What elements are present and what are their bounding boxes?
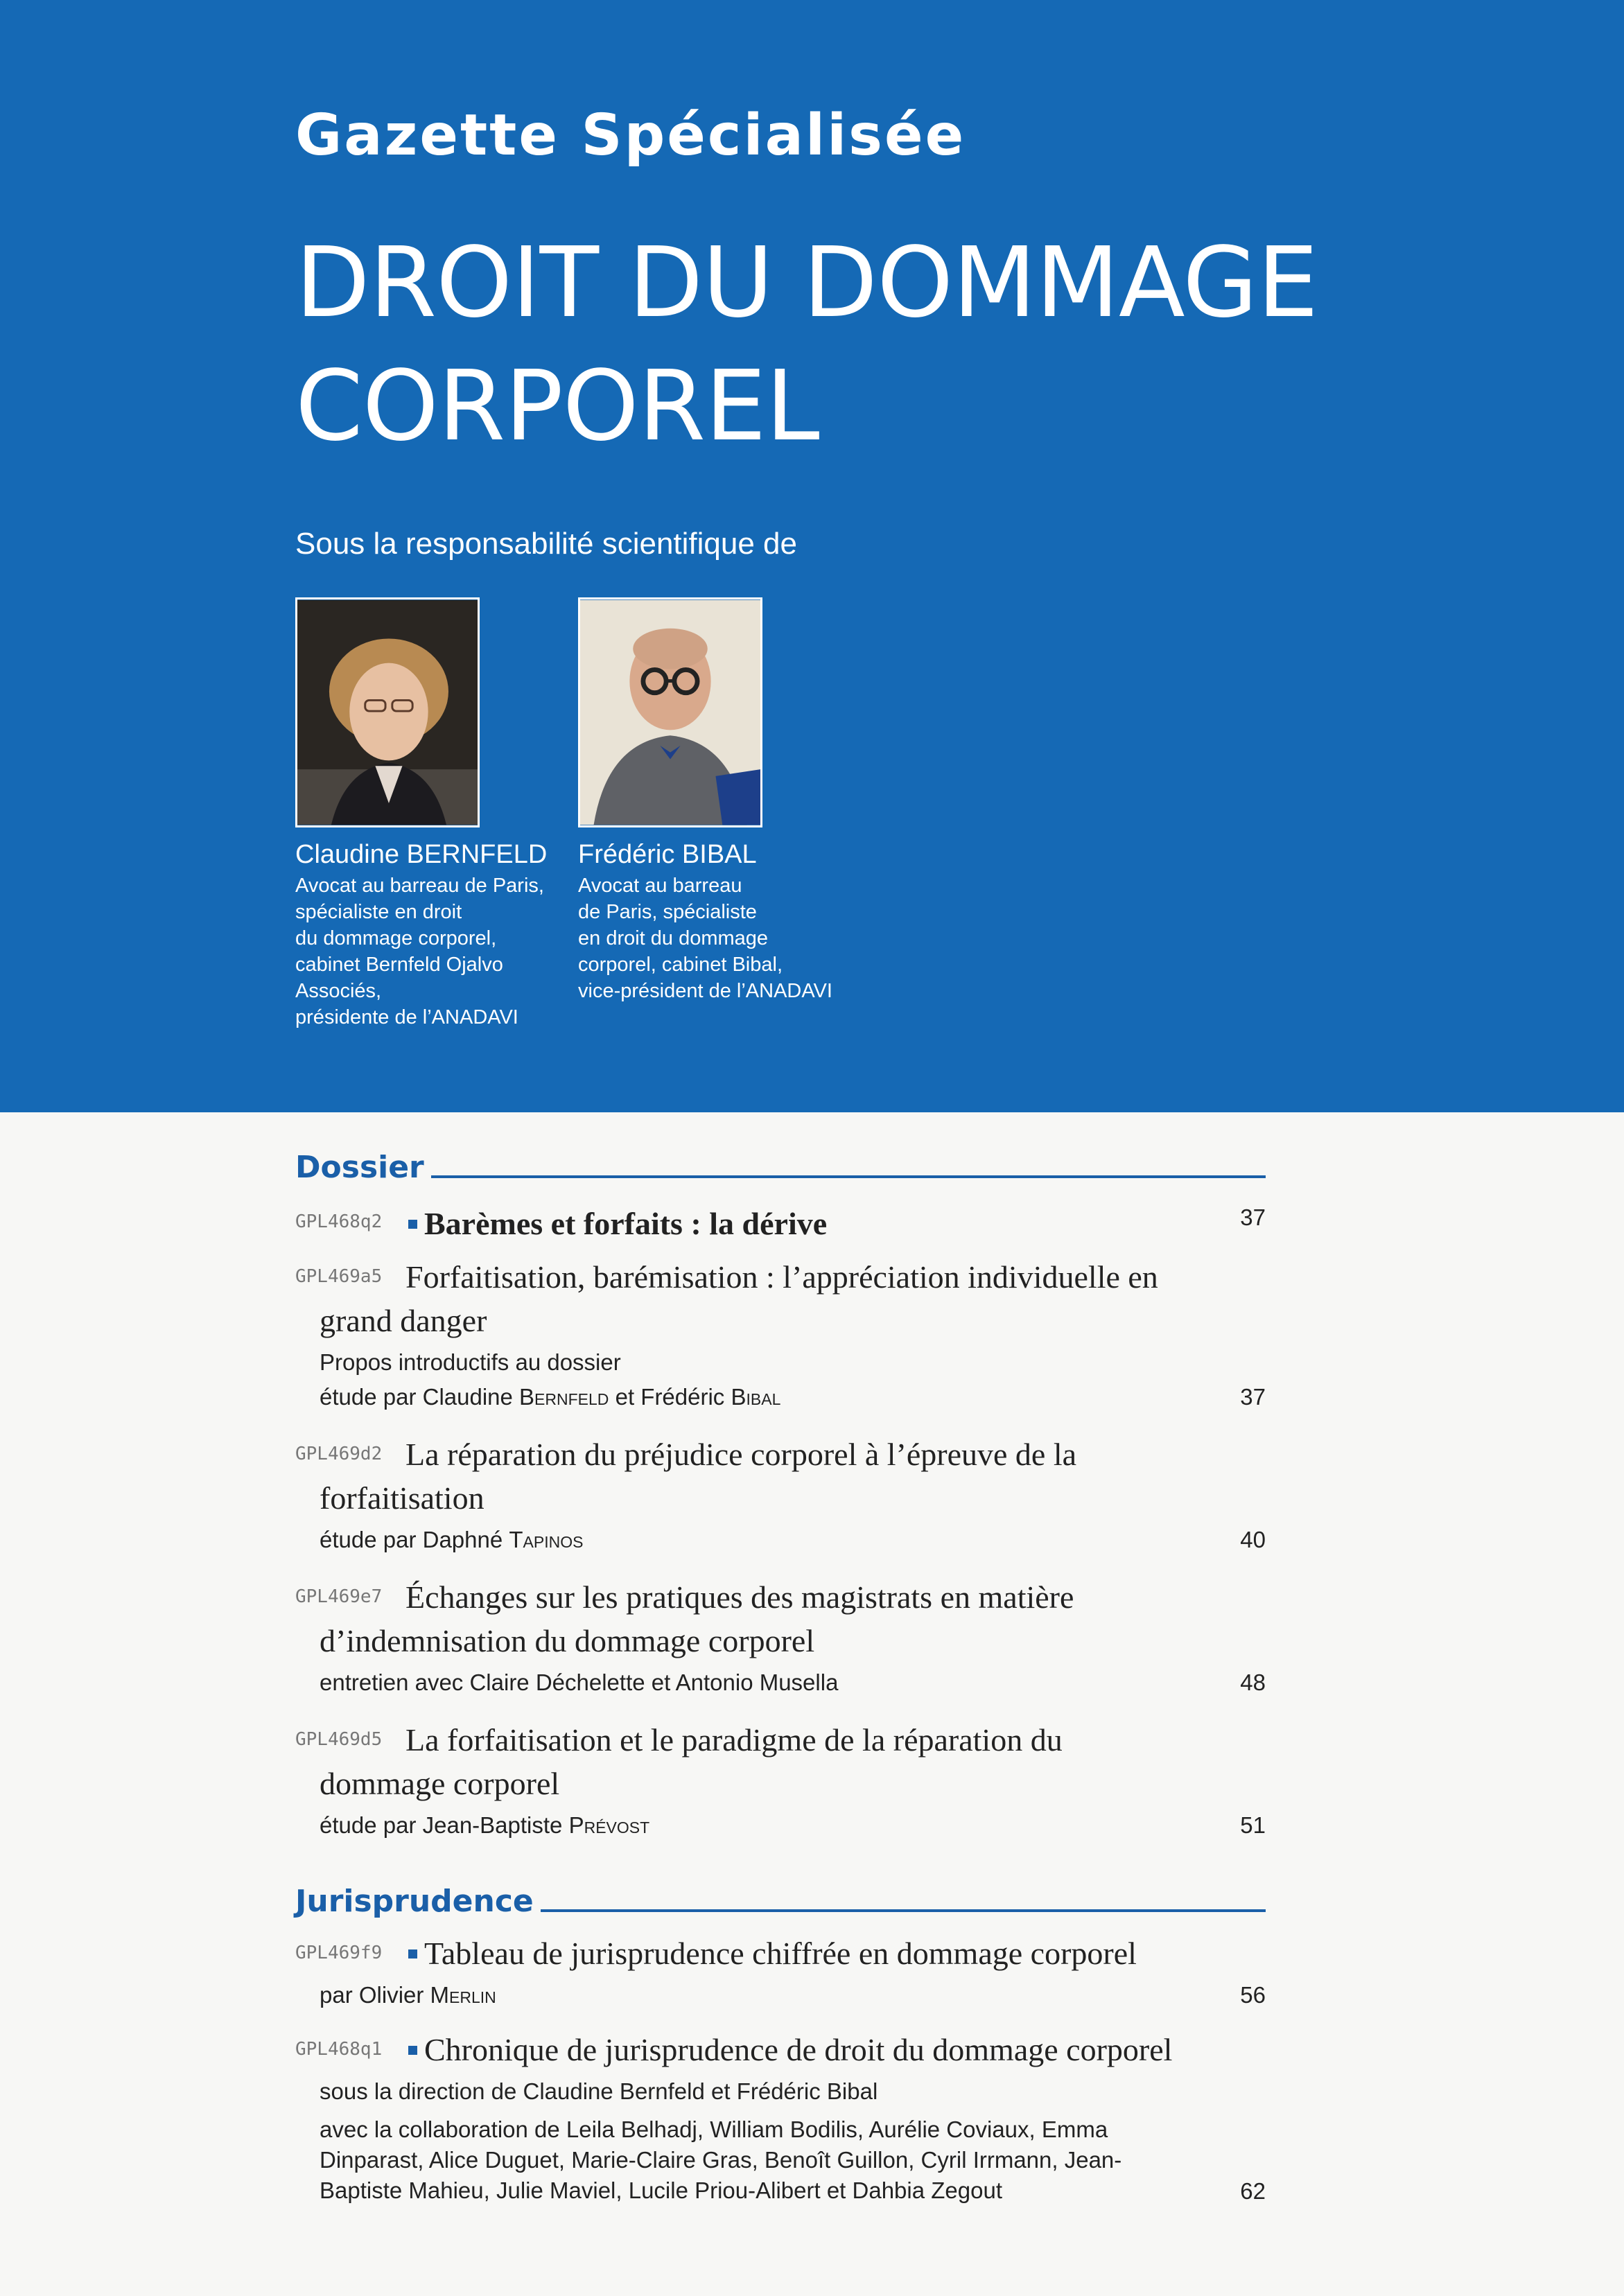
person-name-bernfeld: Claudine BERNFELD <box>295 840 548 869</box>
entry-title: Échanges sur les pratiques des magistrats en matière d’indemnisation du dommage corporel <box>320 1579 1074 1658</box>
entry-code: GPL469d5 <box>295 1729 383 1750</box>
person-desc-bernfeld: Avocat au barreau de Paris, spécialiste en droit du dommage corporel, cabinet Bernfeld Ojalvo Associés, présidente de l’ANADAVI <box>295 875 544 1028</box>
entry-page: 51 <box>1240 1812 1266 1838</box>
section-header-dossier <box>295 1137 1266 1185</box>
entry-code: GPL469e7 <box>295 1586 383 1607</box>
toc-entry[interactable] <box>295 1575 1266 1700</box>
entry-page: 56 <box>1240 1982 1266 2008</box>
entry-title: Barèmes et forfaits : la dérive <box>403 1202 1189 1245</box>
entry-page: 40 <box>1240 1527 1266 1552</box>
person-bernfeld <box>295 597 573 1031</box>
page-title <box>295 222 1318 468</box>
person-desc-bibal: Avocat au barreau de Paris, spécialiste en droit du dommage corporel, cabinet Bibal, vice-président de l’ANADAVI <box>578 875 832 1002</box>
entry-author: étude par Daphné Tapinos <box>320 1527 584 1552</box>
entry-title: Chronique de jurisprudence de droit du dommage corporel <box>403 2028 1189 2071</box>
portrait-man-image <box>580 599 760 825</box>
photo-bibal <box>578 597 762 827</box>
entry-code: GPL468q2 <box>295 1211 383 1232</box>
toc-entry[interactable] <box>295 1202 1266 1245</box>
section-label-jurisprudence: Jurisprudence <box>295 1884 534 1919</box>
section-rule <box>431 1175 1266 1178</box>
entry-direction: sous la direction de Claudine Bernfeld et Frédéric Bibal <box>320 2078 878 2104</box>
entry-code: GPL469f9 <box>295 1943 383 1963</box>
toc-entry[interactable] <box>295 1931 1266 2013</box>
responsabilite-label: Sous la responsabilité scientifique de <box>295 527 798 561</box>
entry-collaborators: avec la collaboration de Leila Belhadj, William Bodilis, Aurélie Coviaux, Emma Dinparast, Alice Duguet, Marie-Claire Gras, Benoît Guillon, Cyril Irrmann, Jean-Baptiste Mahieu, Julie Maviel, Lucile Priou-Alibert et Dahbia Zegout <box>320 2117 1122 2203</box>
entry-author: étude par Claudine Bernfeld et Frédéric Bibal <box>320 1384 781 1410</box>
section-dossier <box>295 1137 1266 1843</box>
portrait-woman-image <box>297 599 478 825</box>
entry-subtitle: Propos introductifs au dossier <box>320 1349 621 1375</box>
section-jurisprudence <box>295 1870 1266 2206</box>
toc-entry[interactable] <box>295 1255 1266 1414</box>
gazette-label: Gazette Spécialisée <box>295 103 966 168</box>
title-line-2: CORPOREL <box>295 350 819 463</box>
entry-page: 37 <box>1240 1204 1266 1230</box>
entry-title: Tableau de jurisprudence chiffrée en dommage corporel <box>403 1931 1189 1975</box>
section-rule <box>541 1909 1266 1912</box>
person-name-bibal: Frédéric BIBAL <box>578 840 757 869</box>
photo-bernfeld <box>295 597 480 827</box>
header-banner <box>0 0 1624 1112</box>
table-of-contents <box>295 1137 1266 2206</box>
toc-entry[interactable] <box>295 1718 1266 1843</box>
entry-title: La réparation du préjudice corporel à l’épreuve de la forfaitisation <box>320 1437 1077 1516</box>
person-bibal <box>578 597 855 1004</box>
entry-page: 48 <box>1240 1670 1266 1695</box>
section-label-dossier: Dossier <box>295 1150 424 1185</box>
entry-title: La forfaitisation et le paradigme de la réparation du dommage corporel <box>320 1722 1063 1801</box>
section-header-jurisprudence <box>295 1870 1266 1919</box>
toc-entry[interactable] <box>295 1432 1266 1557</box>
title-line-1: DROIT DU DOMMAGE <box>295 227 1318 340</box>
entry-page: 37 <box>1240 1384 1266 1410</box>
entry-author: étude par Jean-Baptiste Prévost <box>320 1812 650 1838</box>
toc-entry[interactable] <box>295 2028 1266 2206</box>
entry-code: GPL469a5 <box>295 1266 383 1287</box>
square-bullet-icon <box>408 1949 417 1958</box>
square-bullet-icon <box>408 1220 417 1229</box>
entry-page: 62 <box>1240 2178 1266 2204</box>
entry-author: par Olivier Merlin <box>320 1982 496 2008</box>
entry-author: entretien avec Claire Déchelette et Antonio Musella <box>320 1670 839 1695</box>
entry-code: GPL469d2 <box>295 1444 383 1464</box>
square-bullet-icon <box>408 2046 417 2055</box>
entry-code: GPL468q1 <box>295 2039 383 2060</box>
entry-title: Forfaitisation, barémisation : l’appréciation individuelle en grand danger <box>320 1259 1158 1338</box>
